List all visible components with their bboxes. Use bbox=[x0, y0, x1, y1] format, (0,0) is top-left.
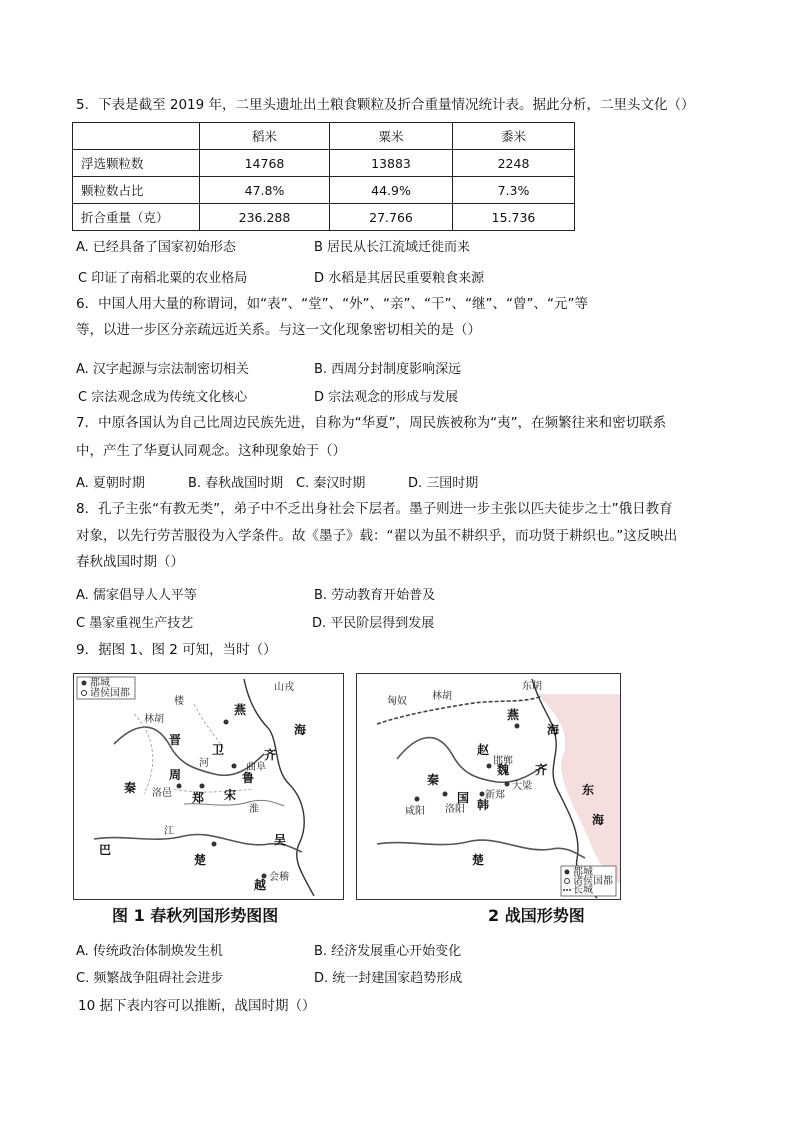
table-header-cell bbox=[73, 123, 200, 150]
map1-label: 巴 bbox=[99, 843, 112, 857]
map1-label: 宋 bbox=[224, 788, 237, 802]
q9-option-b[interactable]: B. 经济发展重心开始变化 bbox=[314, 944, 462, 959]
map2-label: 林胡 bbox=[432, 691, 452, 702]
map2-label: 赵 bbox=[477, 743, 490, 757]
map2-label: 东 bbox=[582, 783, 595, 797]
table-header-cell: 黍米 bbox=[453, 123, 575, 150]
q8-stem-line2: 对象，以先行劳苦服役为入学条件。故《墨子》载：“翟以为虽不耕织乎，而功贤于耕织也。”这反映出 bbox=[76, 528, 678, 544]
q7-option-b[interactable]: B. 春秋战国时期 bbox=[188, 476, 284, 491]
map2-legend-capital: 都城 bbox=[573, 867, 593, 878]
map2-legend-state: 诸侯国都 bbox=[573, 876, 613, 887]
map1-label: 曲阜 bbox=[246, 762, 266, 773]
map1-label: 卫 bbox=[212, 743, 225, 757]
map2-legend-wall: 长城 bbox=[573, 885, 593, 896]
q8-option-d[interactable]: D. 平民阶层得到发展 bbox=[312, 616, 435, 631]
map2-caption: 2 战国形势图 bbox=[488, 906, 585, 925]
map1-label: 楼 bbox=[174, 696, 184, 707]
q9-stem: 9．据图 1、图 2 可知，当时（） bbox=[76, 642, 277, 658]
map1-label: 晋 bbox=[169, 733, 182, 747]
map1-label: 江 bbox=[164, 826, 174, 837]
map-spring-autumn bbox=[73, 673, 344, 900]
table-cell: 13883 bbox=[330, 150, 453, 177]
table-header-cell: 粟米 bbox=[330, 123, 453, 150]
map1-label: 吴 bbox=[274, 833, 287, 847]
map2-label: 邯郸 bbox=[493, 756, 513, 767]
q6-stem-line1: 6．中国人用大量的称谓词，如“表”、“堂”、“外”、“亲”、“干”、“继”、“曾”、“元”等 bbox=[76, 296, 588, 312]
q8-option-b[interactable]: B. 劳动教育开始普及 bbox=[314, 588, 436, 603]
map2-label: 大梁 bbox=[512, 781, 532, 792]
table-cell: 44.9% bbox=[330, 177, 453, 204]
map1-legend-state: 诸侯国都 bbox=[90, 688, 130, 699]
q8-option-c[interactable]: C 墨家重视生产技艺 bbox=[76, 616, 194, 631]
map2-label: 燕 bbox=[507, 708, 520, 722]
map2-label: 海 bbox=[547, 723, 560, 737]
q6-option-b[interactable]: B. 西周分封制度影响深远 bbox=[314, 362, 462, 377]
q7-option-d[interactable]: D. 三国时期 bbox=[408, 476, 479, 491]
q5-option-b[interactable]: B 居民从长江流域迁徙而来 bbox=[314, 240, 471, 255]
table-cell: 15.736 bbox=[453, 204, 575, 231]
table-cell: 47.8% bbox=[200, 177, 330, 204]
q8-stem-line3: 春秋战国时期（） bbox=[76, 554, 184, 570]
map1-caption: 图 1 春秋列国形势图图 bbox=[112, 906, 279, 925]
map2-label: 匈奴 bbox=[387, 696, 407, 707]
map2-label: 国 bbox=[457, 791, 470, 805]
map2-label: 楚 bbox=[472, 853, 485, 867]
table-row bbox=[73, 177, 575, 204]
q5-option-d[interactable]: D 水稻是其居民重要粮食来源 bbox=[314, 271, 485, 286]
map2-label: 海 bbox=[592, 813, 605, 827]
q7-stem-line2: 中，产生了华夏认同观念。这种现象始于（） bbox=[76, 443, 346, 459]
q9-option-d[interactable]: D. 统一封建国家趋势形成 bbox=[314, 971, 463, 986]
map1-label: 鲁 bbox=[242, 771, 255, 785]
map1-label: 河 bbox=[199, 758, 209, 769]
map1-label: 周 bbox=[169, 768, 182, 782]
q6-option-d[interactable]: D 宗法观念的形成与发展 bbox=[314, 390, 459, 405]
table-cell: 14768 bbox=[200, 150, 330, 177]
q10-stem: 10 据下表内容可以推断，战国时期（） bbox=[78, 998, 316, 1014]
table-header-row bbox=[73, 123, 575, 150]
table-cell: 折合重量（克） bbox=[73, 204, 200, 231]
q9-option-a[interactable]: A. 传统政治体制焕发生机 bbox=[76, 944, 223, 959]
q5-stem: 5．下表是截至 2019 年，二里头遗址出土粮食颗粒及折合重量情况统计表。据此分析，二里头文化（） bbox=[76, 97, 695, 113]
map1-label: 郑 bbox=[192, 791, 205, 805]
table-cell: 颗粒数占比 bbox=[73, 177, 200, 204]
q8-stem-line1: 8．孔子主张“有教无类”，弟子中不乏出身社会下层者。墨子则进一步主张以匹夫徒步之士”俄日教育 bbox=[76, 501, 673, 517]
map2-label: 东胡 bbox=[522, 681, 542, 692]
map1-label: 林胡 bbox=[144, 714, 164, 725]
map1-label: 越 bbox=[254, 878, 267, 892]
q9-option-c[interactable]: C. 频繁战争阻碍社会进步 bbox=[76, 971, 224, 986]
q5-option-c[interactable]: C 印证了南稻北粟的农业格局 bbox=[78, 271, 248, 286]
map1-label: 会稽 bbox=[269, 872, 289, 883]
map2-label: 魏 bbox=[497, 763, 510, 777]
map2-label: 洛阳 bbox=[445, 804, 465, 815]
map1-label: 秦 bbox=[124, 781, 137, 795]
table-cell: 27.766 bbox=[330, 204, 453, 231]
map-warring-states bbox=[356, 673, 621, 900]
q6-option-c[interactable]: C 宗法观念成为传统文化核心 bbox=[78, 390, 248, 405]
q6-option-a[interactable]: A. 汉字起源与宗法制密切相关 bbox=[76, 362, 249, 377]
q6-stem-line2: 等，以进一步区分亲疏远近关系。与这一文化现象密切相关的是（） bbox=[76, 322, 481, 338]
q5-option-a[interactable]: A. 已经具备了国家初始形态 bbox=[76, 240, 236, 255]
map2-label: 齐 bbox=[535, 763, 548, 777]
map2-label: 秦 bbox=[427, 773, 440, 787]
table-row bbox=[73, 150, 575, 177]
q7-stem-line1: 7．中原各国认为自己比周边民族先进，自称为“华夏”，周民族被称为“夷”，在频繁往来和密切联系 bbox=[76, 415, 667, 431]
map2-label: 韩 bbox=[477, 798, 490, 812]
grain-table bbox=[72, 122, 575, 231]
map1-label: 淮 bbox=[249, 804, 259, 815]
q7-option-a[interactable]: A. 夏朝时期 bbox=[76, 476, 145, 491]
map2-label: 新郑 bbox=[485, 790, 505, 801]
map1-legend-capital: 都城 bbox=[90, 678, 110, 689]
table-cell: 236.288 bbox=[200, 204, 330, 231]
q7-option-c[interactable]: C. 秦汉时期 bbox=[296, 476, 366, 491]
q8-option-a[interactable]: A. 儒家倡导人人平等 bbox=[76, 588, 197, 603]
table-row bbox=[73, 204, 575, 231]
table-cell: 7.3% bbox=[453, 177, 575, 204]
map1-label: 燕 bbox=[234, 703, 247, 717]
map1-label: 齐 bbox=[264, 748, 277, 762]
table-header-cell: 稻米 bbox=[200, 123, 330, 150]
table-cell: 浮选颗粒数 bbox=[73, 150, 200, 177]
map2-label: 咸阳 bbox=[405, 806, 425, 817]
table-cell: 2248 bbox=[453, 150, 575, 177]
map1-label: 洛邑 bbox=[152, 788, 172, 799]
map1-label: 楚 bbox=[194, 853, 207, 867]
map1-label: 海 bbox=[294, 723, 307, 737]
map1-label: 山戎 bbox=[274, 682, 294, 693]
